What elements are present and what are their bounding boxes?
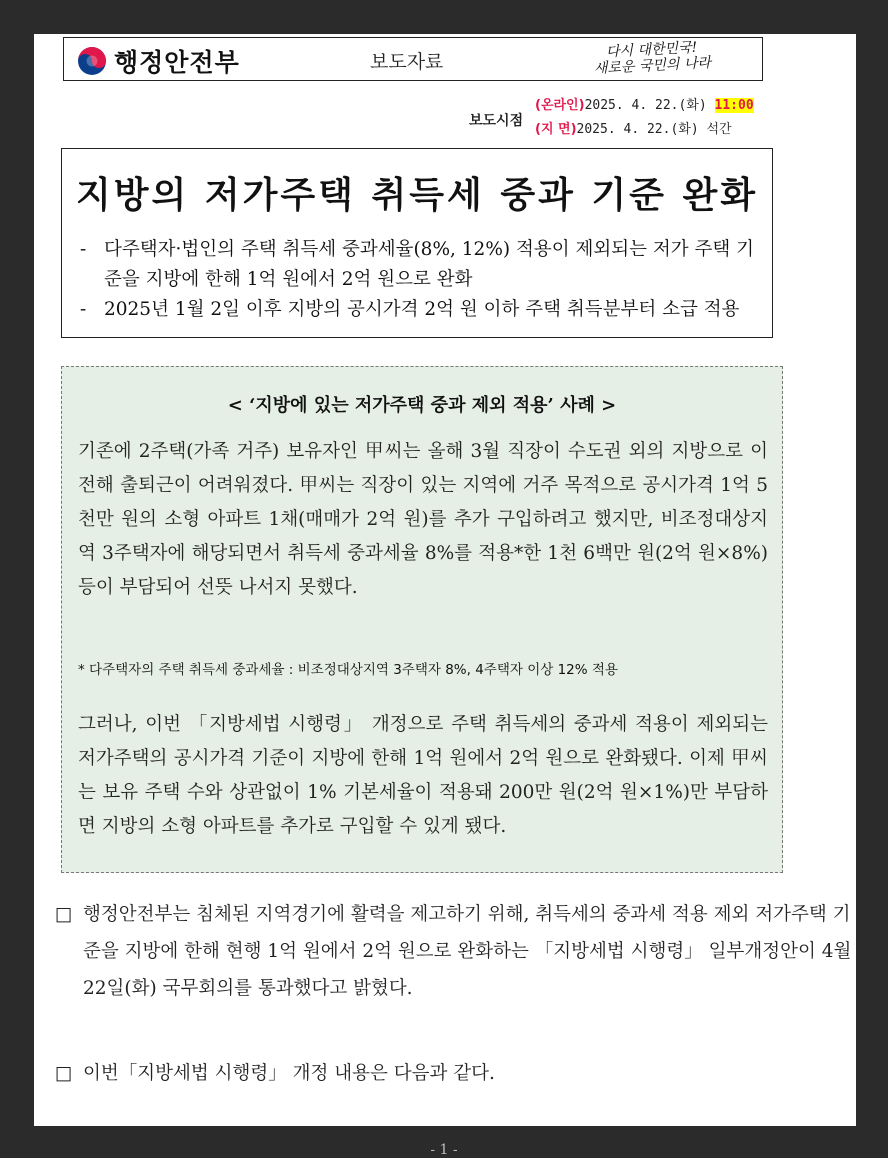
online-time: 11:00 <box>714 98 754 113</box>
body-paragraph <box>55 1055 858 1092</box>
header-box <box>63 37 763 81</box>
page-number: - 1 - <box>430 1142 458 1158</box>
subtitle-text: 2025년 1월 2일 이후 지방의 공시가격 2억 원 이하 주택 취득분부터 소급 적용 <box>104 299 740 320</box>
slogan-line: 새로운 국민의 나라 <box>593 54 712 78</box>
ministry-logo <box>76 43 240 79</box>
print-date: 2025. 4. 22.(화) 석간 <box>576 122 732 137</box>
dash-marker: - <box>80 239 87 260</box>
page-title: 지방의 저가주택 취득세 중과 기준 완화 <box>75 175 759 216</box>
slogan-line: 다시 대한민국! <box>605 39 698 61</box>
case-example-box <box>61 366 783 873</box>
checkbox-bullet-icon: □ <box>55 1063 73 1084</box>
ministry-name: 행정안전부 <box>114 48 240 77</box>
online-tag: (온라인) <box>535 98 585 113</box>
doc-type-label: 보도자료 <box>370 51 444 73</box>
title-box <box>61 148 773 338</box>
print-tag: (지 면) <box>535 122 577 137</box>
release-print <box>535 118 754 142</box>
checkbox-bullet-icon: □ <box>55 904 73 925</box>
subtitle-item <box>80 235 762 295</box>
case-paragraph: 그러나, 이번 「지방세법 시행령」 개정으로 주택 취득세의 중과세 적용이 제외되는 저가주택의 공시가격 기준이 지방에 한해 1억 원에서 2억 원으로 완화됐다. 이제 甲씨는 보유 주택 수와 상관없이 1% 기본세율이 적용돼 200만 원(2억 원×1%)만 부담하면 지방의 소형 아파트를 추가로 구입할 수 있게 됐다. <box>78 714 768 837</box>
taegeuk-emblem-icon <box>76 45 108 77</box>
dash-marker: - <box>80 299 87 320</box>
body-paragraph <box>55 896 858 1007</box>
body-text: 행정안전부는 침체된 지역경기에 활력을 제고하기 위해, 취득세의 중과세 적용 제외 저가주택 기준을 지방에 한해 현행 1억 원에서 2억 원으로 완화하는 「지방세법 시행령」 일부개정안이 4월 22일(화) 국무회의를 통과했다고 밝혔다. <box>83 904 852 999</box>
subtitle-list <box>80 235 762 325</box>
release-online <box>535 94 754 118</box>
release-dates <box>535 94 754 142</box>
subtitle-item <box>80 295 762 325</box>
slogan <box>571 38 732 78</box>
release-label: 보도시점 <box>469 113 524 129</box>
body-text: 이번「지방세법 시행령」 개정 내용은 다음과 같다. <box>83 1063 495 1084</box>
subtitle-text: 다주택자·법인의 주택 취득세 중과세율(8%, 12%) 적용이 제외되는 저가 주택 기준을 지방에 한해 1억 원에서 2억 원으로 완화 <box>104 239 754 290</box>
online-date: 2025. 4. 22.(화) <box>584 98 715 113</box>
case-paragraph: 기존에 2주택(가족 거주) 보유자인 甲씨는 올해 3월 직장이 수도권 외의 지방으로 이전해 출퇴근이 어려워졌다. 甲씨는 직장이 있는 지역에 거주 목적으로 공시가격 1억 5천만 원의 소형 아파트 1채(매매가 2억 원)를 추가 구입하려고 했지만, 비조정대상지역 3주택자에 해당되면서 취득세 중과세율 8%를 적용*한 1천 6백만 원(2억 원×8%) 등이 부담되어 선뜻 나서지 못했다. <box>78 441 768 598</box>
case-footnote: * 다주택자의 주택 취득세 중과세율 : 비조정대상지역 3주택자 8%, 4주택자 이상 12% 적용 <box>78 662 618 678</box>
case-title: < ‘지방에 있는 저가주택 중과 제외 적용’ 사례 > <box>227 395 617 416</box>
